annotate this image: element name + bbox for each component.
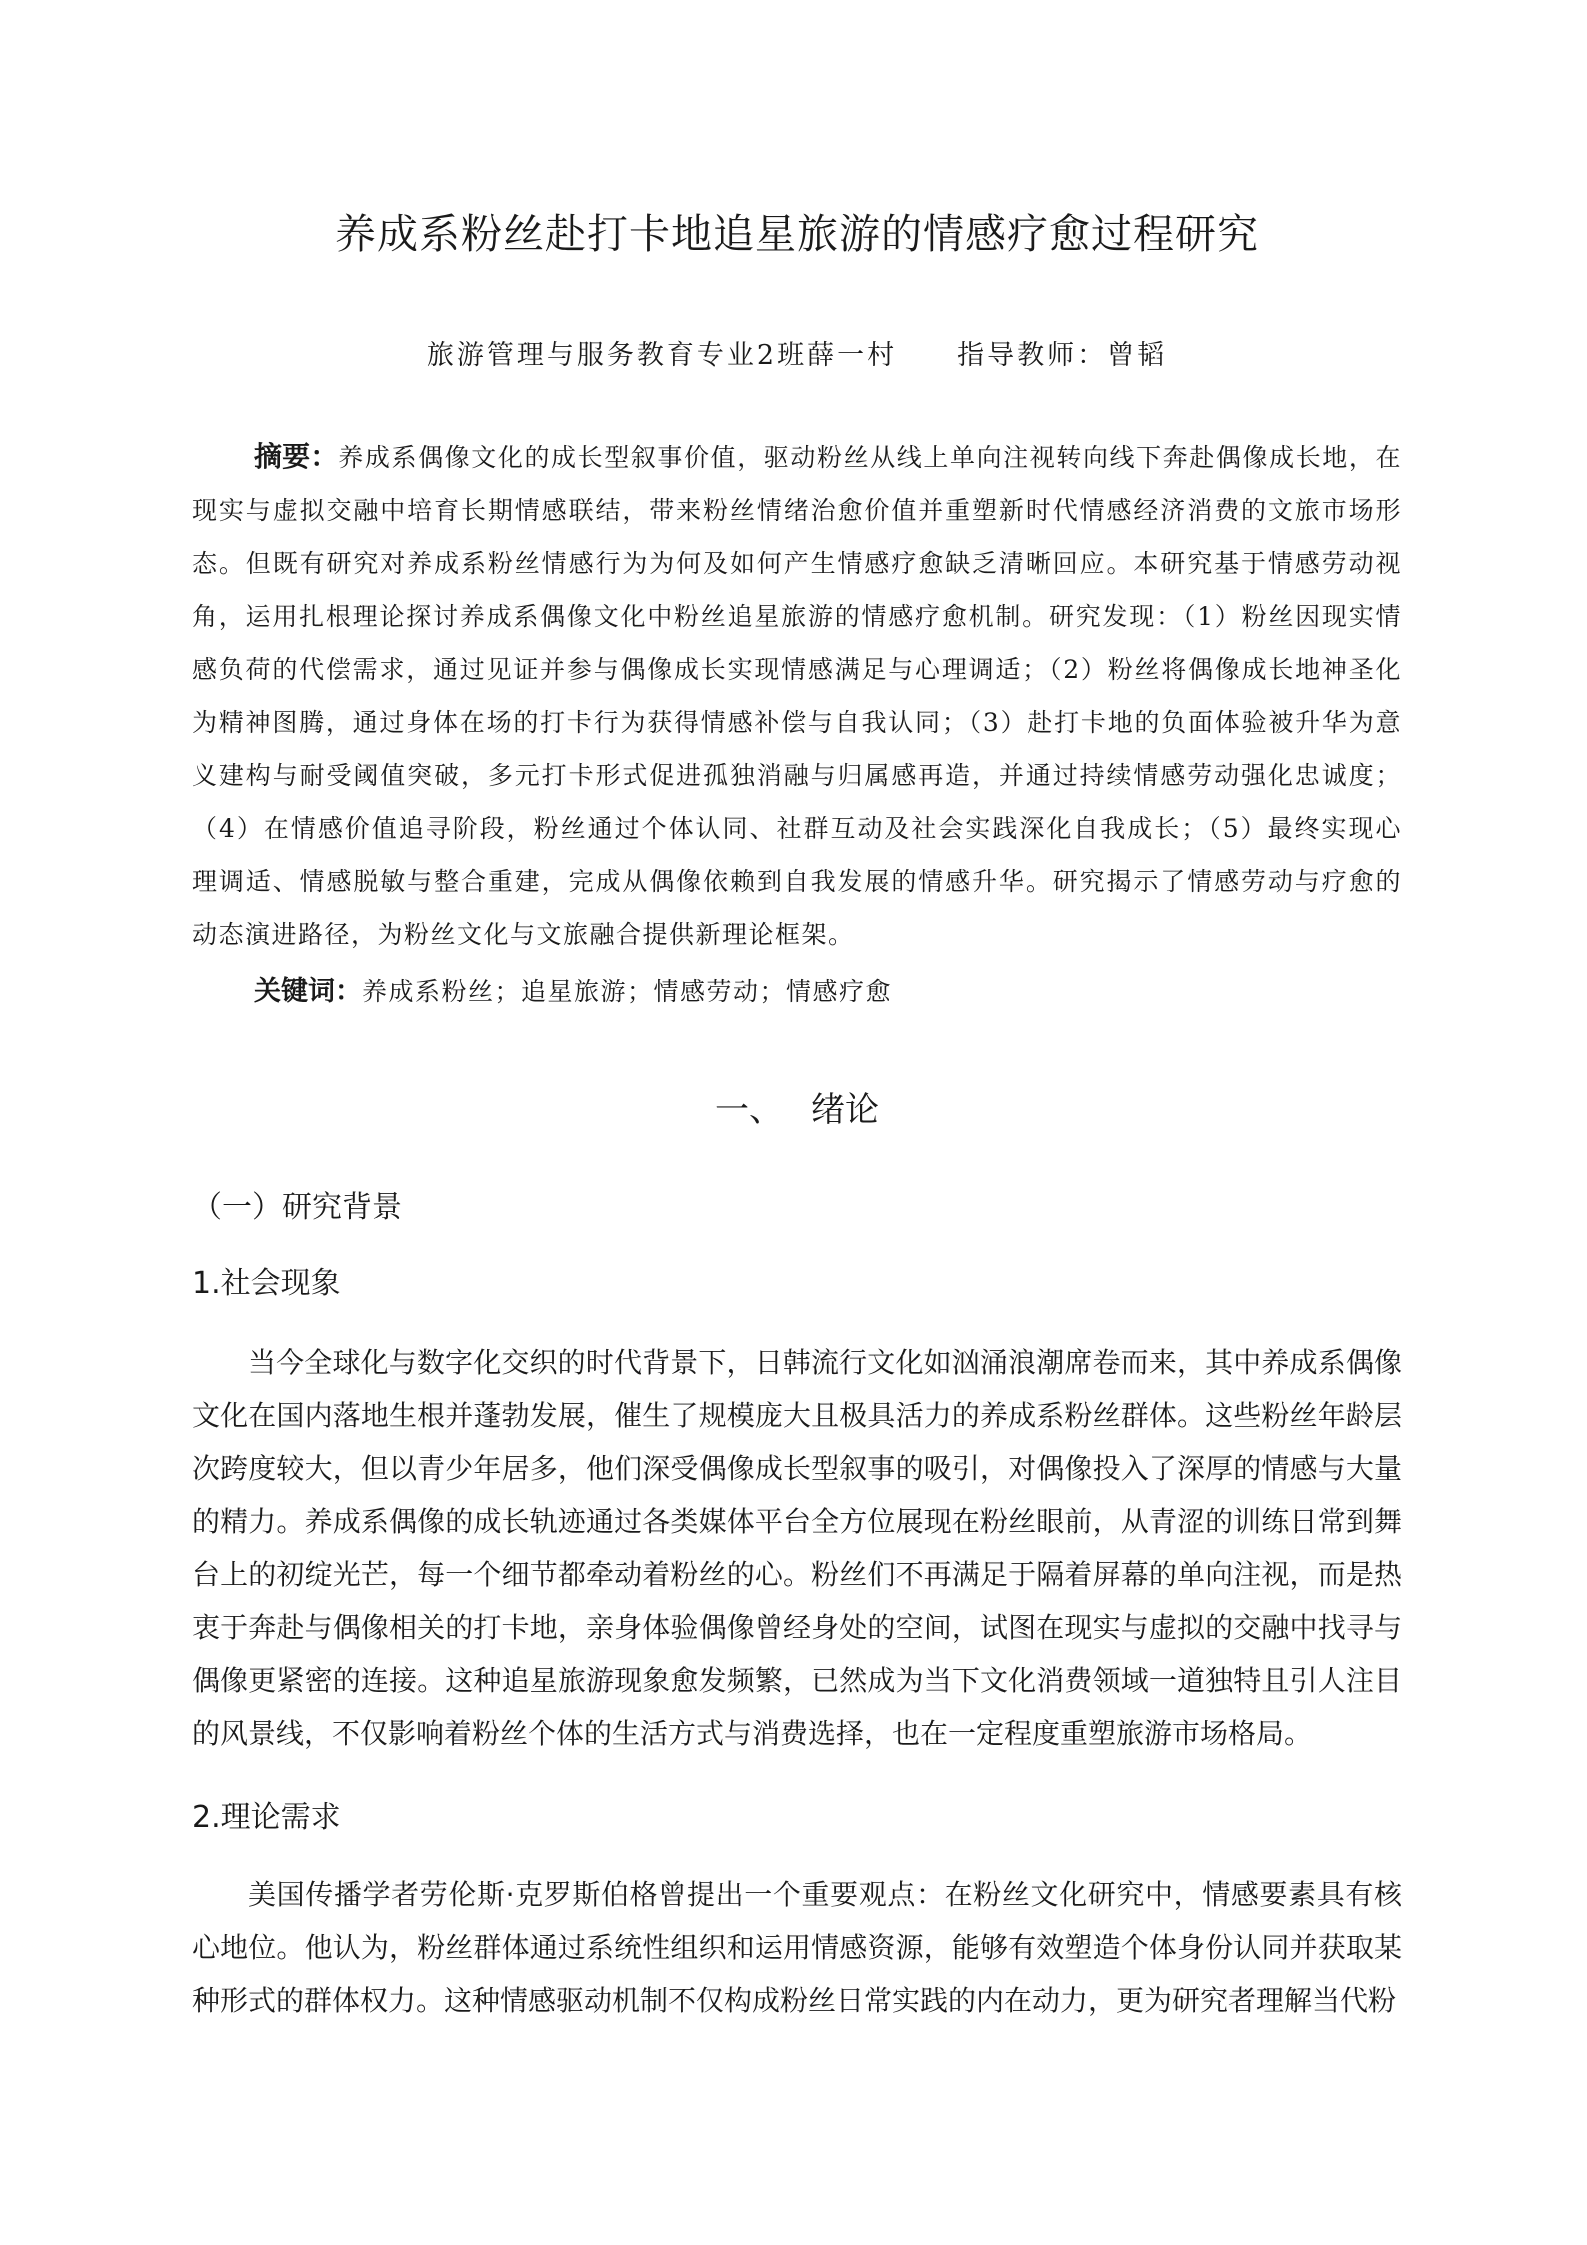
keywords <box>254 967 892 1017</box>
body-paragraph-2: 美国传播学者劳伦斯·克罗斯伯格曾提出一个重要观点：在粉丝文化研究中，情感要素具有核心地位。他认为，粉丝群体通过系统性组织和运用情感资源，能够有效塑造个体身份认同并获取某种形式的群体权力。这种情感驱动机制不仅构成粉丝日常实践的内在动力，更为研究者理解当代粉 <box>192 1878 1402 2017</box>
author-line <box>192 336 1402 376</box>
abstract <box>192 430 1402 961</box>
body-paragraph-1: 当今全球化与数字化交织的时代背景下，日韩流行文化如汹涌浪潮席卷而来，其中养成系偶像文化在国内落地生根并蓬勃发展，催生了规模庞大且极具活力的养成系粉丝群体。这些粉丝年龄层次跨度较大，但以青少年居多，他们深受偶像成长型叙事的吸引，对偶像投入了深厚的情感与大量的精力。养成系偶像的成长轨迹通过各类媒体平台全方位展现在粉丝眼前，从青涩的训练日常到舞台上的初绽光芒，每一个细节都牵动着粉丝的心。粉丝们不再满足于隔着屏幕的单向注视，而是热衷于奔赴与偶像相关的打卡地，亲身体验偶像曾经身处的空间，试图在现实与虚拟的交融中找寻与偶像更紧密的连接。这种追星旅游现象愈发频繁，已然成为当下文化消费领域一道独特且引人注目的风景线，不仅影响着粉丝个体的生活方式与消费选择，也在一定程度重塑旅游市场格局。 <box>192 1346 1402 1750</box>
keywords-text: 养成系粉丝；追星旅游；情感劳动；情感疗愈 <box>362 977 893 1006</box>
chapter-title: 绪论 <box>811 1090 879 1130</box>
section-heading: （一）研究背景 <box>192 1190 402 1225</box>
author-info: 旅游管理与服务教育专业2班薛一村 <box>426 340 898 371</box>
abstract-label: 摘要： <box>254 440 339 473</box>
keywords-label: 关键词： <box>254 976 362 1007</box>
subsection-heading-1: 1.社会现象 <box>192 1266 341 1301</box>
subsection-heading-2: 2.理论需求 <box>192 1800 341 1835</box>
abstract-text: 养成系偶像文化的成长型叙事价值，驱动粉丝从线上单向注视转向线下奔赴偶像成长地，在现实与虚拟交融中培育长期情感联结，带来粉丝情绪治愈价值并重塑新时代情感经济消费的文旅市场形态。但既有研究对养成系粉丝情感行为为何及如何产生情感疗愈缺乏清晰回应。本研究基于情感劳动视角，运用扎根理论探讨养成系偶像文化中粉丝追星旅游的情感疗愈机制。研究发现：（1）粉丝因现实情感负荷的代偿需求，通过见证并参与偶像成长实现情感满足与心理调适；（2）粉丝将偶像成长地神圣化为精神图腾，通过身体在场的打卡行为获得情感补偿与自我认同；（3）赴打卡地的负面体验被升华为意义建构与耐受阈值突破，多元打卡形式促进孤独消融与归属感再造，并通过持续情感劳动强化忠诚度；（4）在情感价值追寻阶段，粉丝通过个体认同、社群互动及社会实践深化自我成长；（5）最终实现心理调适、情感脱敏与整合重建，完成从偶像依赖到自我发展的情感升华。研究揭示了情感劳动与疗愈的动态演进路径，为粉丝文化与文旅融合提供新理论框架。 <box>192 443 1402 949</box>
paper-title: 养成系粉丝赴打卡地追星旅游的情感疗愈过程研究 <box>335 210 1259 258</box>
chapter-heading <box>192 1086 1402 1134</box>
advisor-info: 指导教师：曾韬 <box>957 340 1168 371</box>
chapter-number: 一、 <box>715 1090 783 1130</box>
